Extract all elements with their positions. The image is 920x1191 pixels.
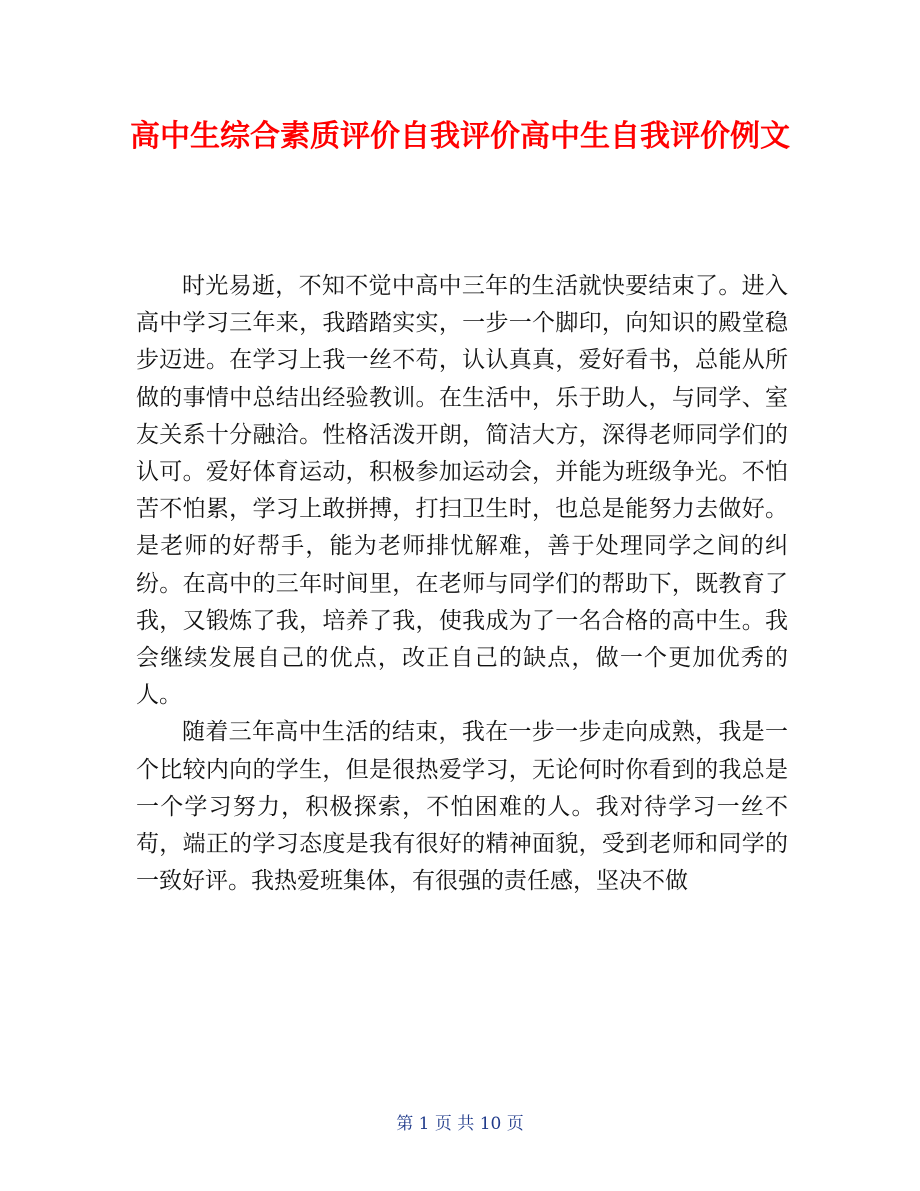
paragraph-1: 时光易逝，不知不觉中高中三年的生活就快要结束了。进入高中学习三年来，我踏踏实实，一步一个脚印，向知识的殿堂稳步迈进。在学习上我一丝不苟，认认真真，爱好看书，总能从所做的事情中总结出经验教训。在生活中，乐于助人，与同学、室友关系十分融洽。性格活泼开朗，简洁大方，深得老师同学们的认可。爱好体育运动，积极参加运动会，并能为班级争光。不怕苦不怕累，学习上敢拼搏，打扫卫生时，也总是能努力去做好。是老师的好帮手，能为老师排忧解难，善于处理同学之间的纠纷。在高中的三年时间里，在老师与同学们的帮助下，既教育了我，又锻炼了我，培养了我，使我成为了一名合格的高中生。我会继续发展自己的优点，改正自己的缺点，做一个更加优秀的人。 bbox=[136, 273, 788, 709]
page-number-footer: 第 1 页 共 10 页 bbox=[396, 1114, 524, 1134]
document-title: 高中生综合素质评价自我评价高中生自我评价例文 bbox=[130, 119, 790, 154]
paragraph-2: 随着三年高中生活的结束，我在一步一步走向成熟，我是一个比较内向的学生，但是很热爱学习，无论何时你看到的我总是一个学习努力，积极探索，不怕困难的人。我对待学习一丝不苟，端正的学习态度是我有很好的精神面貌，受到老师和同学的一致好评。我热爱班集体，有很强的责任感，坚决不做 bbox=[136, 719, 788, 895]
document-body bbox=[136, 268, 788, 900]
